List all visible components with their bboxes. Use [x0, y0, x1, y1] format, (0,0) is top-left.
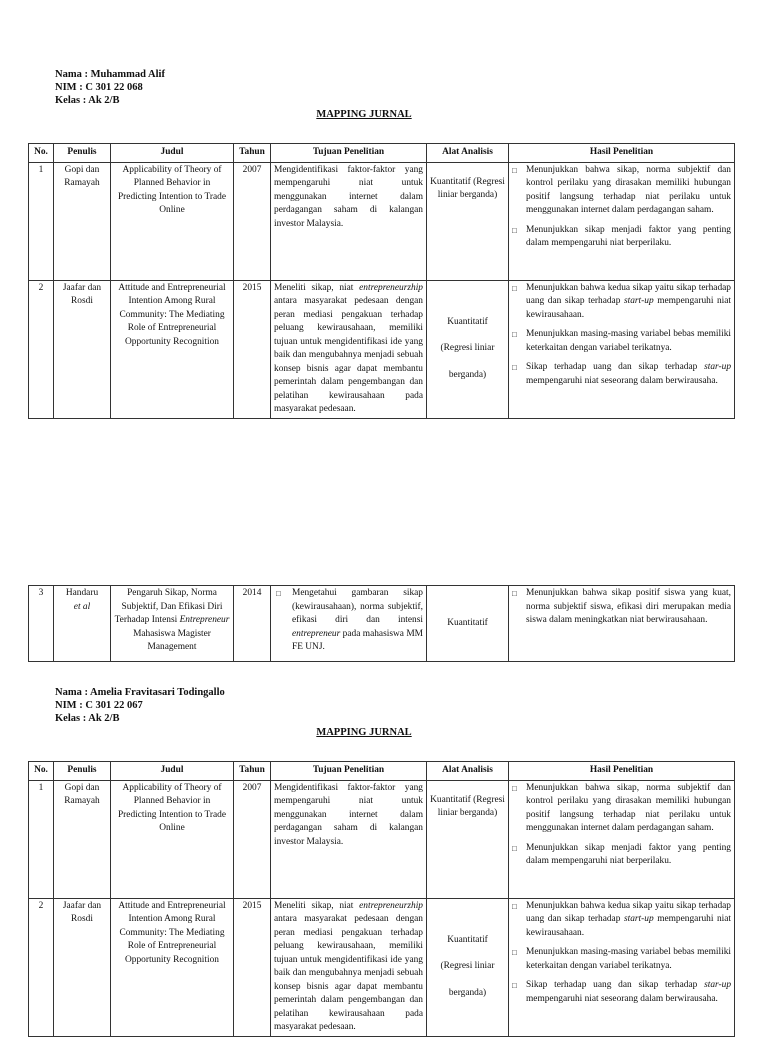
cell-hasil	[509, 162, 735, 280]
result-item	[512, 282, 731, 323]
col-header: Hasil Penelitian	[509, 144, 735, 163]
mapping-table-2	[28, 761, 735, 1037]
judul-text: Pengaruh Sikap, Norma Subjektif, Dan Efikasi Diri Terhadap Intensi	[114, 588, 223, 625]
cell-tujuan	[271, 898, 427, 1036]
table-header-row	[29, 144, 735, 163]
cell-penulis: Gopi dan Ramayah	[54, 162, 111, 280]
student-nim: NIM : C 301 22 067	[55, 700, 143, 711]
tujuan-text: Mengetahui gambaran sikap (kewirausahaan), norma subjektif, efikasi diri dan intensi	[292, 588, 423, 625]
tujuan-text: pada mahasiswa MM FE UNJ.	[292, 628, 423, 652]
alat-line: berganda)	[448, 369, 487, 380]
alat-line: Kuantitatif	[447, 316, 488, 327]
tujuan-italic: entrepreneur	[292, 628, 341, 639]
alat-line: (Regresi liniar	[440, 961, 495, 972]
mapping-table-continued	[28, 585, 735, 662]
table-row	[29, 162, 735, 280]
result-text: mempengaruhi niat seseorang dalam berwirausaha.	[526, 375, 718, 386]
result-text: mempengaruhi niat kewirausahaan.	[526, 296, 732, 320]
cell-tahun: 2015	[234, 898, 271, 1036]
col-header: Judul	[111, 762, 234, 781]
cell-tujuan	[271, 586, 427, 662]
tujuan-text: Meneliti sikap, niat	[274, 282, 354, 293]
result-italic: start-up	[623, 296, 654, 306]
col-header: Tujuan Penelitian	[271, 762, 427, 781]
col-header: No.	[29, 762, 54, 781]
cell-no: 2	[29, 280, 54, 418]
col-header: Penulis	[54, 144, 111, 163]
col-header: Hasil Penelitian	[509, 762, 735, 781]
cell-alat: Kuantitatif (Regresi liniar berganda)	[427, 780, 509, 898]
tujuan-text: antara masyarakat pedesaan dengan peran mediasi pengakuan terhadap peluang kewirausahaan, memiliki tujuan untuk mengidentifikasi ide yang baik dan mengubahnya menjadi sebuah konsep bisnis agar dapat membantu pemerintah dalam pengembangan dan pelatihan kewirausahaan pada masyarakat pedesaan.	[274, 914, 423, 1032]
cell-alat	[427, 898, 509, 1036]
cell-hasil	[509, 586, 735, 662]
table-row	[29, 586, 735, 662]
col-header: Judul	[111, 144, 234, 163]
cell-penulis: Gopi dan Ramayah	[54, 780, 111, 898]
result-item: □ Menunjukkan bahwa sikap positif siswa yang kuat, norma subjektif siswa, efikasi diri merupakan media siswa dalam meningkatkan niat berwirausahaan.	[512, 587, 731, 628]
cell-judul: Applicability of Theory of Planned Behavior in Predicting Intention to Trade Online	[111, 780, 234, 898]
result-italic: start-up	[623, 914, 654, 924]
result-item: □ Menunjukkan masing-masing variabel bebas memiliki keterkaitan dengan variabel terikatnya.	[512, 328, 731, 355]
alat-line: Kuantitatif	[447, 934, 488, 945]
cell-penulis	[54, 586, 111, 662]
col-header: Alat Analisis	[427, 762, 509, 781]
result-text: Sikap terhadap uang dan sikap terhadap	[526, 362, 698, 372]
mapping-table-1	[28, 143, 735, 419]
cell-tahun: 2014	[234, 586, 271, 662]
penulis-text: Handaru	[65, 588, 99, 598]
cell-tujuan: Mengidentifikasi faktor-faktor yang mempengaruhi niat untuk menggunakan internet dalam perdagangan saham di kalangan investor Malaysia.	[271, 780, 427, 898]
cell-hasil	[509, 898, 735, 1036]
cell-alat	[427, 280, 509, 418]
tujuan-italic: entrepreneurzhip	[359, 282, 423, 293]
table-row	[29, 280, 735, 418]
result-text: mempengaruhi niat kewirausahaan.	[526, 914, 732, 938]
cell-hasil	[509, 280, 735, 418]
cell-judul: Attitude and Entrepreneurial Intention Among Rural Community: The Mediating Role of Entrepreneurial Opportunity Recognition	[111, 280, 234, 418]
tujuan-item	[274, 587, 423, 655]
result-item: □ Menunjukkan masing-masing variabel bebas memiliki keterkaitan dengan variabel terikatnya.	[512, 946, 731, 973]
result-text: Menunjukkan bahwa kedua sikap yaitu sikap terhadap uang dan sikap terhadap	[526, 900, 731, 924]
result-item: □ Menunjukkan bahwa sikap, norma subjektif dan kontrol perilaku yang dirasakan memiliki hubungan positif langsung terhadap niat perilaku untuk menggunakan internet dalam perdagangan saham.	[512, 164, 731, 218]
table-header-row	[29, 762, 735, 781]
cell-no: 2	[29, 898, 54, 1036]
result-text: mempengaruhi niat seseorang dalam berwirausaha.	[526, 993, 718, 1004]
student-class: Kelas : Ak 2/B	[55, 95, 120, 106]
tujuan-italic: entrepreneurzhip	[359, 900, 423, 911]
cell-tujuan	[271, 280, 427, 418]
page-title: MAPPING JURNAL	[316, 109, 412, 120]
cell-tujuan: Mengidentifikasi faktor-faktor yang mempengaruhi niat untuk menggunakan internet dalam perdagangan saham di kalangan investor Malaysia.	[271, 162, 427, 280]
cell-alat: Kuantitatif (Regresi liniar berganda)	[427, 162, 509, 280]
cell-penulis: Jaafar dan Rosdi	[54, 898, 111, 1036]
cell-tahun: 2015	[234, 280, 271, 418]
result-item: □ Menunjukkan sikap menjadi faktor yang penting dalam mempengaruhi niat berperilaku.	[512, 842, 731, 869]
col-header: No.	[29, 144, 54, 163]
cell-judul	[111, 586, 234, 662]
table-row	[29, 780, 735, 898]
col-header: Tujuan Penelitian	[271, 144, 427, 163]
col-header: Tahun	[234, 762, 271, 781]
page-title: MAPPING JURNAL	[316, 727, 412, 738]
cell-alat: Kuantitatif	[427, 586, 509, 662]
table-row	[29, 898, 735, 1036]
result-item: □ Menunjukkan bahwa sikap, norma subjektif dan kontrol perilaku yang dirasakan memiliki hubungan positif langsung terhadap niat perilaku untuk menggunakan internet dalam perdagangan saham.	[512, 782, 731, 836]
judul-italic: Entrepreneur	[179, 615, 230, 625]
col-header: Penulis	[54, 762, 111, 781]
result-item	[512, 979, 731, 1006]
col-header: Alat Analisis	[427, 144, 509, 163]
alat-line: berganda)	[448, 987, 487, 998]
result-item: □ Menunjukkan sikap menjadi faktor yang penting dalam mempengaruhi niat berperilaku.	[512, 224, 731, 251]
tujuan-text: Meneliti sikap, niat	[274, 900, 354, 911]
result-text: Menunjukkan bahwa kedua sikap yaitu sikap terhadap uang dan sikap terhadap	[526, 282, 731, 306]
col-header: Tahun	[234, 144, 271, 163]
result-item	[512, 900, 731, 941]
cell-penulis: Jaafar dan Rosdi	[54, 280, 111, 418]
student-class: Kelas : Ak 2/B	[55, 713, 120, 724]
judul-text: Mahasiswa Magister Management	[133, 628, 211, 652]
cell-no: 1	[29, 162, 54, 280]
cell-no: 1	[29, 780, 54, 898]
cell-hasil	[509, 780, 735, 898]
result-item	[512, 361, 731, 388]
cell-judul: Attitude and Entrepreneurial Intention Among Rural Community: The Mediating Role of Entrepreneurial Opportunity Recognition	[111, 898, 234, 1036]
student-name: Nama : Amelia Fravitasari Todingallo	[55, 687, 225, 698]
cell-tahun: 2007	[234, 780, 271, 898]
student-name: Nama : Muhammad Alif	[55, 69, 165, 80]
result-italic: star-up	[704, 980, 732, 990]
result-text: Sikap terhadap uang dan sikap terhadap	[526, 980, 698, 990]
cell-tahun: 2007	[234, 162, 271, 280]
tujuan-text: antara masyarakat pedesaan dengan peran mediasi pengakuan terhadap peluang kewirausahaan, memiliki tujuan untuk mengidentifikasi ide yang baik dan mengubahnya menjadi sebuah konsep bisnis agar dapat membantu pemerintah dalam pengembangan dan pelatihan kewirausahaan pada masyarakat pedesaan.	[274, 296, 423, 414]
penulis-italic: et al	[73, 601, 91, 612]
cell-judul: Applicability of Theory of Planned Behavior in Predicting Intention to Trade Online	[111, 162, 234, 280]
student-nim: NIM : C 301 22 068	[55, 82, 143, 93]
result-italic: star-up	[704, 362, 732, 372]
alat-line: (Regresi liniar	[440, 343, 495, 354]
cell-no: 3	[29, 586, 54, 662]
